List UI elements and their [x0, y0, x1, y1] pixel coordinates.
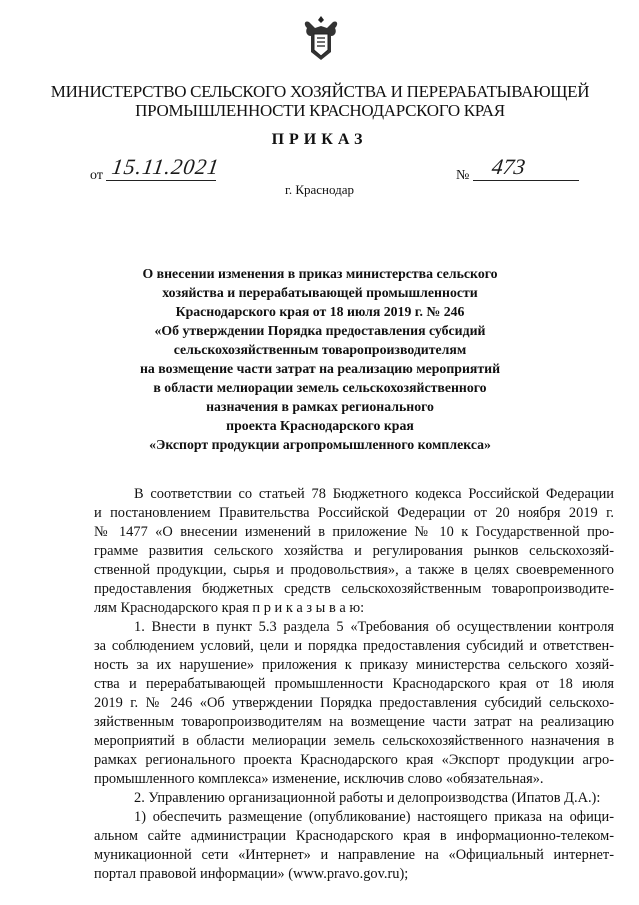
body-line: за соблюдением условий, цели и порядка предоставления субсидий и ответствен- — [94, 638, 614, 654]
number-underline — [473, 180, 579, 181]
body-line: 2. Управлению организационной работы и делопроизводства (Ипатов Д.А.): — [134, 790, 601, 806]
body-line: мероприятий в области мелиорации земель сельскохозяйственного назначения в — [94, 733, 614, 749]
subject-line: О внесении изменения в приказ министерства сельского — [142, 266, 498, 281]
body-line: портал правовой информации» (www.pravo.gov.ru); — [94, 866, 409, 882]
coat-of-arms-icon — [301, 14, 341, 62]
body-line: ственной продукции, сырья и продовольствия», а также в целях своевременного — [94, 562, 614, 578]
body-line: 2019 г. № 246 «Об утверждении Порядка предоставления субсидий сельскохо- — [94, 695, 614, 711]
handwritten-number: 473 — [490, 154, 527, 179]
date-underline — [106, 180, 216, 181]
body-line: рамках регионального проекта Краснодарского края «Экспорт продукции агро- — [94, 752, 614, 768]
body-line: муникационной сети «Интернет» и направление на «Официальный интернет- — [94, 847, 614, 863]
body-line: предоставления бюджетных средств сельскохозяйственным товаропроизводите- — [94, 581, 614, 597]
subject-line: проекта Краснодарского края — [226, 418, 414, 433]
number-prefix: № — [456, 168, 470, 183]
subject-line: «Об утверждении Порядка предоставления субсидий — [154, 323, 486, 338]
body-line: № 1477 «О внесении изменений в приложение № 10 к Государственной про- — [94, 524, 614, 540]
subject-line: в области мелиорации земель сельскохозяйственного — [153, 380, 487, 395]
date-prefix: от — [90, 168, 103, 183]
body-line: грамме развития сельского хозяйства и регулирования рынков сельскохозяй- — [94, 543, 614, 559]
body-line: 1. Внести в пункт 5.3 раздела 5 «Требования об осуществлении контроля — [134, 619, 614, 635]
document-title: ПРИКАЗ — [271, 131, 368, 148]
city: г. Краснодар — [284, 182, 355, 197]
body-line: ства и перерабатывающей промышленности Краснодарского края от 18 июля — [94, 676, 614, 692]
subject-line: Краснодарского края от 18 июля 2019 г. № 246 — [175, 304, 465, 319]
body-line: ность за их нарушение» приложения к приказу министерства сельского хозяй- — [94, 657, 614, 673]
subject-line: на возмещение части затрат на реализацию мероприятий — [139, 361, 501, 376]
body-line: 1) обеспечить размещение (опубликование) настоящего приказа на офици- — [134, 809, 614, 825]
body-line: лям Краснодарского края п р и к а з ы в а ю: — [94, 600, 365, 616]
body-line: зяйственным товаропроизводителям на возмещение части затрат на реализацию — [94, 714, 614, 730]
subject-line: хозяйства и перерабатывающей промышленности — [162, 285, 478, 300]
ministry-name-line1: МИНИСТЕРСТВО СЕЛЬСКОГО ХОЗЯЙСТВА И ПЕРЕРАБАТЫВАЮЩЕЙ — [50, 82, 590, 101]
ministry-name-line2: ПРОМЫШЛЕННОСТИ КРАСНОДАРСКОГО КРАЯ — [135, 101, 505, 120]
subject-line: сельскохозяйственным товаропроизводителям — [173, 342, 467, 357]
handwritten-date: 15.11.2021 — [110, 154, 222, 179]
subject-line: «Экспорт продукции агропромышленного комплекса» — [149, 437, 491, 452]
body-line: В соответствии со статьей 78 Бюджетного кодекса Российской Федерации — [134, 486, 614, 502]
body-line: промышленного комплекса» изменение, исключив слово «обязательная». — [94, 771, 544, 787]
subject-line: назначения в рамках регионального — [206, 399, 434, 414]
body-line: и постановлением Правительства Российской Федерации от 20 ноября 2019 г. — [94, 505, 614, 521]
body-line: альном сайте администрации Краснодарского края в информационно-телеком- — [94, 828, 614, 844]
